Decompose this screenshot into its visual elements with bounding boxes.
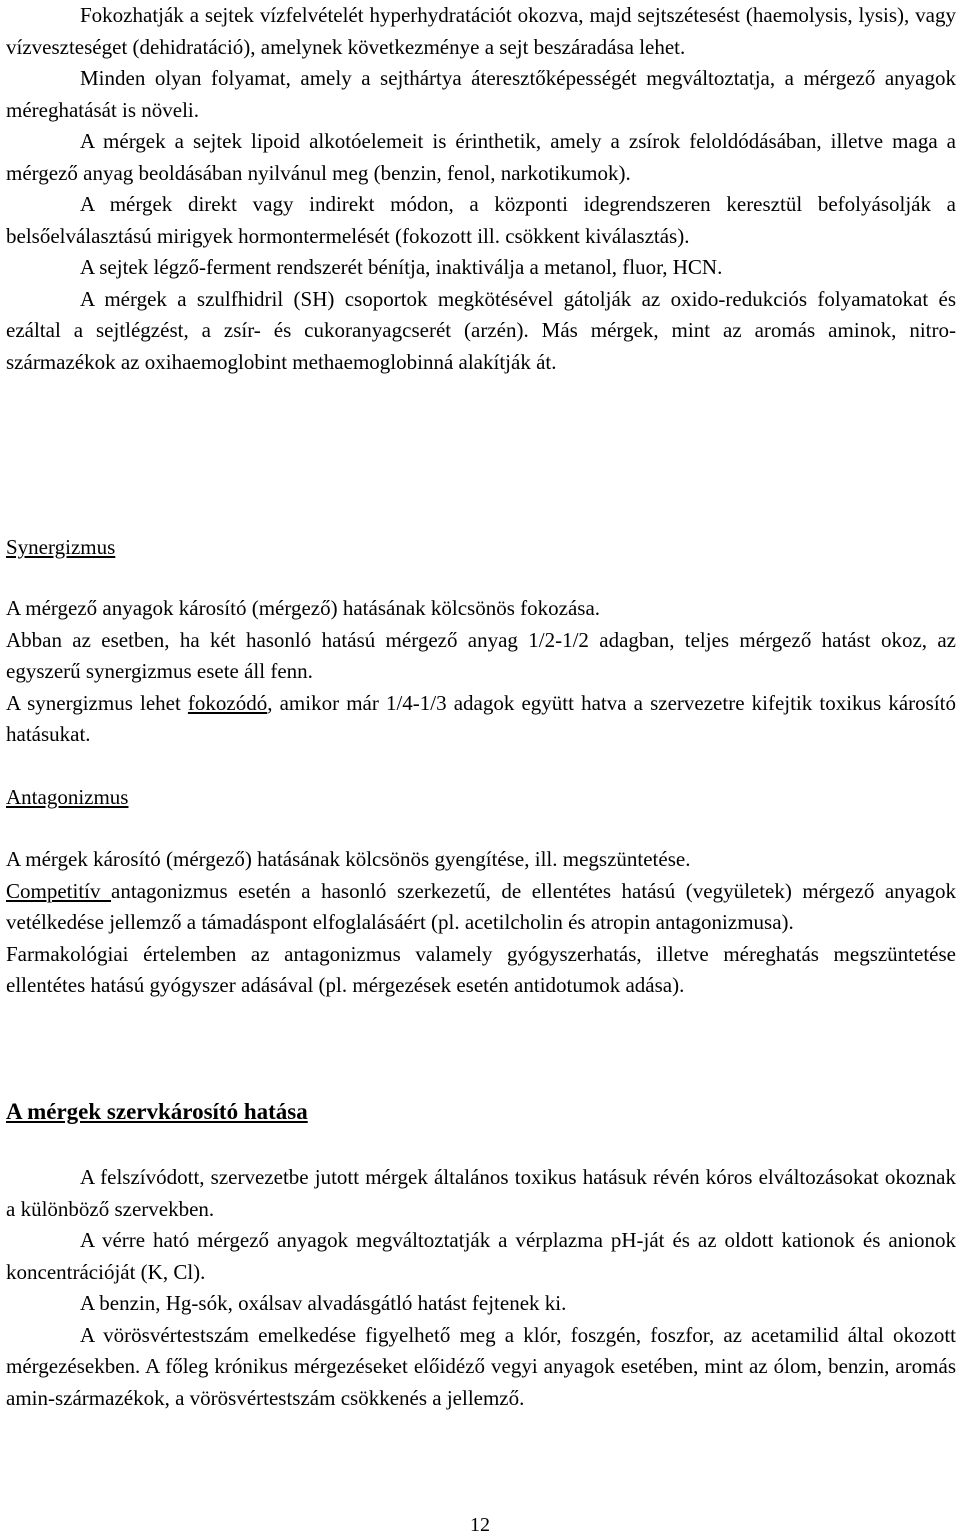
paragraph: A vérre ható mérgező anyagok megváltoztatják a vérplazma pH-ját és az oldott kationok és anionok koncentrációját (K, Cl).	[6, 1228, 956, 1284]
szervkarosito-section	[6, 1162, 956, 1414]
paragraph: A mérgek a sejtek lipoid alkotóelemeit is érinthetik, amely a zsírok feloldódásában, illetve maga a mérgező anyag beoldásában nyilvánul meg (benzin, fenol, narkotikumok).	[6, 129, 956, 185]
synergizmus-heading-wrap	[6, 532, 115, 564]
section-heading-szervkarosito: A mérgek szervkárosító hatása	[6, 1099, 308, 1124]
paragraph: A felszívódott, szervezetbe jutott mérgek általános toxikus hatásuk révén kóros elváltozásokat okoznak a különböző szervekben.	[6, 1165, 956, 1221]
antagonizmus-section	[6, 844, 956, 1002]
paragraph: A mérgező anyagok károsító (mérgező) hatásának kölcsönös fokozása.	[6, 596, 601, 620]
paragraph: A benzin, Hg-sók, oxálsav alvadásgátló hatást fejtenek ki.	[80, 1291, 567, 1315]
antagonizmus-heading-wrap	[6, 782, 128, 814]
paragraph: Farmakológiai értelemben az antagonizmus valamely gyógyszerhatás, illetve méreghatás megszüntetése ellentétes hatású gyógyszer adásával (pl. mérgezések esetén antidotumok adása).	[6, 941, 956, 997]
underlined-term: Competitív	[6, 878, 112, 903]
paragraph: Abban az esetben, ha két hasonló hatású mérgező anyag 1/2-1/2 adagban, teljes mérgező hatást okoz, az egyszerű synergizmus esete áll fenn.	[6, 627, 956, 683]
page-number: 12	[470, 1514, 490, 1536]
paragraph	[6, 876, 956, 939]
text-run: , amikor már 1/4-1/3 adagok együtt hatva a szervezetre kifejtik toxikus károsító hatásukat.	[6, 690, 956, 746]
synergizmus-section	[6, 593, 956, 751]
text-run: antagonizmus esetén a hasonló szerkezetű, de ellentétes hatású (vegyületek) mérgező anyagok vetélkedése jellemző a támadáspont elfoglalásáért (pl. acetilcholin és atropin antagonizmusa).	[6, 878, 957, 934]
paragraph	[6, 688, 956, 751]
paragraph: Minden olyan folyamat, amely a sejthártya áteresztőképességét megváltoztatja, a mérgező anyagok méreghatását is növeli.	[6, 66, 956, 122]
section-heading-synergizmus: Synergizmus	[6, 535, 116, 559]
paragraph: A vörösvértestszám emelkedése figyelhető meg a klór, foszgén, foszfor, az acetamilid által okozott mérgezésekben. A főleg krónikus mérgezéseket előidéző vegyi anyagok esetében, mint az ólom, benzin, aromás amin-származékok, a vörösvértestszám csökkenés a jellemző.	[6, 1322, 956, 1410]
szervkarosito-heading-wrap	[6, 1096, 308, 1128]
paragraph: A mérgek károsító (mérgező) hatásának kölcsönös gyengítése, ill. megszüntetése.	[6, 847, 691, 871]
intro-section	[6, 0, 956, 378]
paragraph: A mérgek a szulfhidril (SH) csoportok megkötésével gátolják az oxido-redukciós folyamatokat és ezáltal a sejtlégzést, a zsír- és cukoranyagcserét (arzén). Más mérgek, mint az aromás aminok, nitro-származékok az oxihaemoglobint methaemoglobinná alakítják át.	[6, 286, 956, 374]
paragraph: A mérgek direkt vagy indirekt módon, a központi idegrendszeren keresztül befolyásolják a belsőelválasztású mirigyek hormontermelését (fokozott ill. csökkent kiválasztás).	[6, 192, 956, 248]
text-run: A synergizmus lehet	[6, 690, 188, 715]
underlined-term: fokozódó	[187, 690, 268, 715]
section-heading-antagonizmus: Antagonizmus	[6, 785, 129, 809]
paragraph: Fokozhatják a sejtek vízfelvételét hyperhydratációt okozva, majd sejtszétesést (haemolysis, lysis), vagy vízveszteséget (dehidratáció), amelynek következménye a sejt beszáradása lehet.	[6, 3, 956, 59]
paragraph: A sejtek légző-ferment rendszerét bénítja, inaktiválja a metanol, fluor, HCN.	[80, 255, 723, 279]
